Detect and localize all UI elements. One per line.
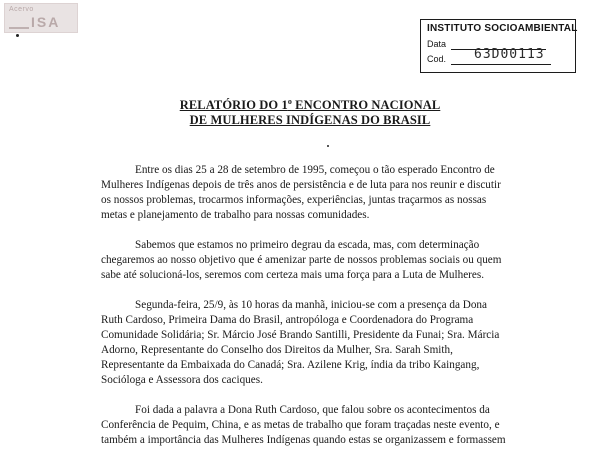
text-line: também a importância das Mulheres Indígenas quando estas se organizassem e formassem [101,434,506,446]
text-line: metas e planejamento de trabalho para nossas comunidades. [101,209,370,221]
text-line: Comunidade Solidária; Sr. Márcio José Brando Santilli, Presidente da Funai; Sra. Márcia [101,329,500,341]
text-line: Sabemos que estamos no primeiro degrau da escada, mas, com determinação [135,239,480,251]
watermark-bottom-text: ISA [31,14,61,30]
paragraph [101,298,536,388]
text-line: Representante da Embaixada do Canadá; Sra. Azilene Krig, índia da tribo Kaingang, [101,359,480,371]
text-line: Ruth Cardoso, Primeira Dama do Brasil, antropóloga e Coordenadora do Programa [101,314,474,326]
watermark-rule [9,27,29,29]
document-body [101,163,536,463]
document-title [160,98,460,128]
stamp-code-line [451,64,551,65]
text-line: Mulheres Indígenas depois de três anos de persistência e de luta para nos reunir e discutir [101,179,501,191]
text-line: Entre os dias 25 a 28 de setembro de 1995, começou o tão esperado Encontro de [135,164,495,176]
text-line: Foi dada a palavra a Dona Ruth Cardoso, que falou sobre os acontecimentos da [135,404,490,416]
text-line: chegaremos ao nosso objetivo que é amenizar parte de nossos problemas sociais ou quem [101,254,502,266]
stamp-institute-name: INSTITUTO SOCIOAMBIENTAL [427,23,578,34]
text-line: os nossos problemas, trocarmos informações, experiências, juntas traçarmos as nossas [101,194,487,206]
text-line: Adorno, Representante do Conselho dos Direitos da Mulher, Sra. Sarah Smith, [101,344,453,356]
scan-speck [16,34,19,37]
scan-speck [327,145,329,147]
title-line-2: DE MULHERES INDÍGENAS DO BRASIL [189,113,431,127]
paragraph [101,163,536,223]
stamp-code-label: Cod. [427,54,447,64]
watermark-top-text: Acervo [9,6,34,13]
paragraph [101,403,536,448]
text-line: Socióloga e Assessora dos caciques. [101,374,263,386]
stamp-date-label: Data [427,39,447,49]
text-line: Conferência de Pequim, China, e as metas de trabalho que foram traçadas neste evento, e [101,419,500,431]
isa-watermark-logo [4,3,78,33]
title-line-1: RELATÓRIO DO 1$^o$ ENCONTRO NACIONAL [179,96,441,112]
text-line: sabe até solucioná-los, seremos com certeza mais uma força para a Luta de Mulheres. [101,269,485,281]
institute-stamp [420,19,576,73]
text-line: Segunda-feira, 25/9, às 10 horas da manhã, iniciou-se com a presença da Dona [135,299,487,311]
paragraph [101,238,536,283]
stamp-code-value: 63D00113 [474,47,545,62]
